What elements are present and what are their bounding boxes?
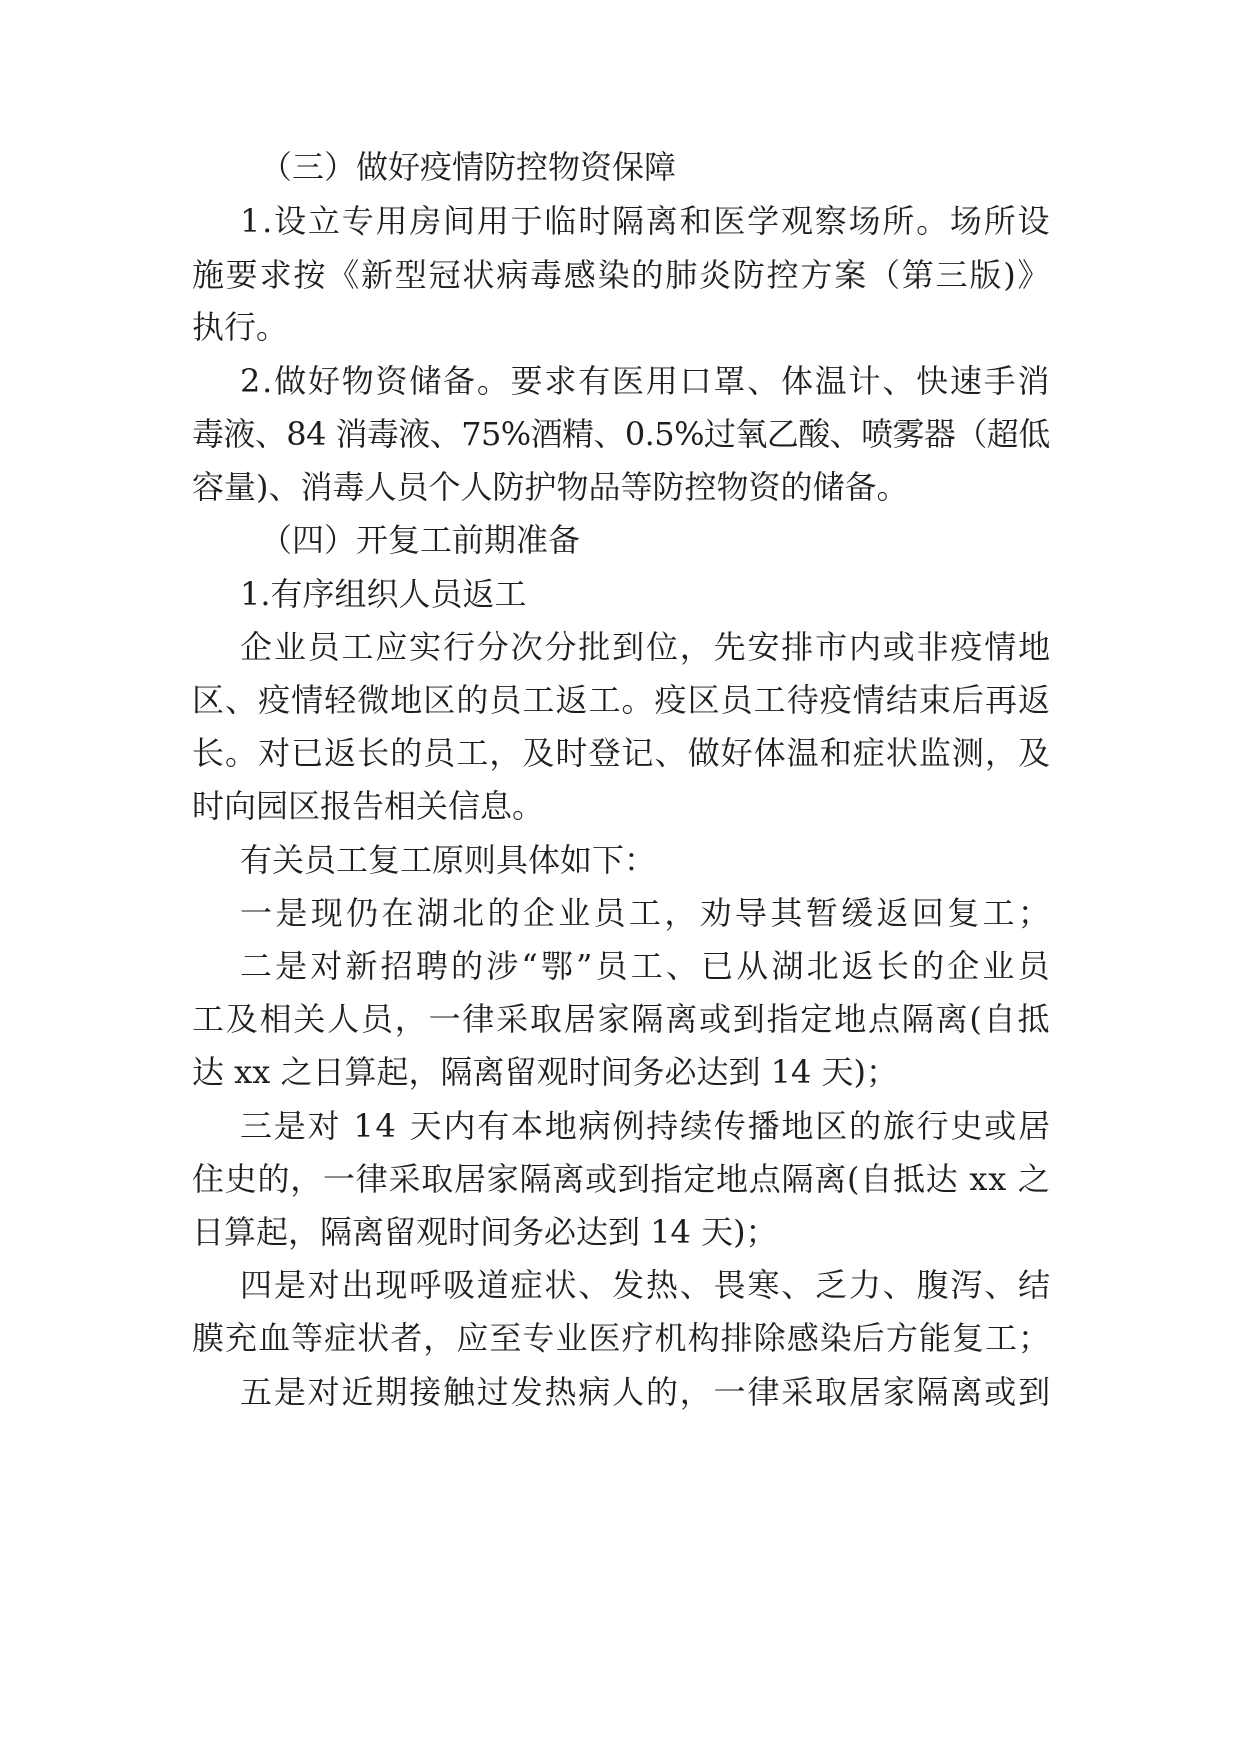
paragraph-line: 四是对出现呼吸道症状、发热、畏寒、乏力、腹泻、结	[240, 1266, 1052, 1304]
paragraph-line: 执行。	[192, 308, 289, 346]
paragraph-line: 区、疫情轻微地区的员工返工。疫区员工待疫情结束后再返	[192, 681, 1052, 719]
paragraph-line: 工及相关人员，一律采取居家隔离或到指定地点隔离(自抵	[192, 1000, 1052, 1038]
sub-heading: 1.有序组织人员返工	[240, 575, 527, 613]
paragraph-line: 1.设立专用房间用于临时隔离和医学观察场所。场所设	[240, 202, 1052, 240]
paragraph-line: 施要求按《新型冠状病毒感染的肺炎防控方案（第三版)》	[192, 256, 1052, 294]
paragraph-line: 容量)、消毒人员个人防护物品等防控物资的储备。	[192, 468, 909, 506]
paragraph-line: 有关员工复工原则具体如下：	[240, 841, 657, 879]
paragraph-line: 2.做好物资储备。要求有医用口罩、体温计、快速手消	[240, 362, 1052, 400]
paragraph-line: 日算起，隔离留观时间务必达到 14 天)；	[192, 1213, 778, 1251]
paragraph-line: 企业员工应实行分次分批到位，先安排市内或非疫情地	[240, 628, 1052, 666]
paragraph-line: 膜充血等症状者，应至专业医疗机构排除感染后方能复工；	[192, 1319, 1052, 1357]
paragraph-line: 一是现仍在湖北的企业员工，劝导其暂缓返回复工；	[240, 894, 1054, 932]
paragraph-line: 时向园区报告相关信息。	[192, 787, 545, 825]
section-heading-3: （三）做好疫情防控物资保障	[260, 148, 677, 186]
paragraph-line: 五是对近期接触过发热病人的，一律采取居家隔离或到	[240, 1373, 1052, 1411]
paragraph-line: 住史的，一律采取居家隔离或到指定地点隔离(自抵达 xx 之	[192, 1160, 1051, 1198]
section-heading-4: （四）开复工前期准备	[260, 521, 581, 559]
paragraph-line: 三是对 14 天内有本地病例持续传播地区的旅行史或居	[240, 1107, 1052, 1145]
paragraph-line: 达 xx 之日算起，隔离留观时间务必达到 14 天)；	[192, 1053, 898, 1091]
paragraph-line: 长。对已返长的员工，及时登记、做好体温和症状监测，及	[192, 734, 1052, 772]
paragraph-line: 二是对新招聘的涉“鄂”员工、已从湖北返长的企业员	[240, 947, 1053, 985]
paragraph-line: 毒液、84 消毒液、75%酒精、0.5%过氧乙酸、喷雾器（超低	[192, 415, 1050, 453]
